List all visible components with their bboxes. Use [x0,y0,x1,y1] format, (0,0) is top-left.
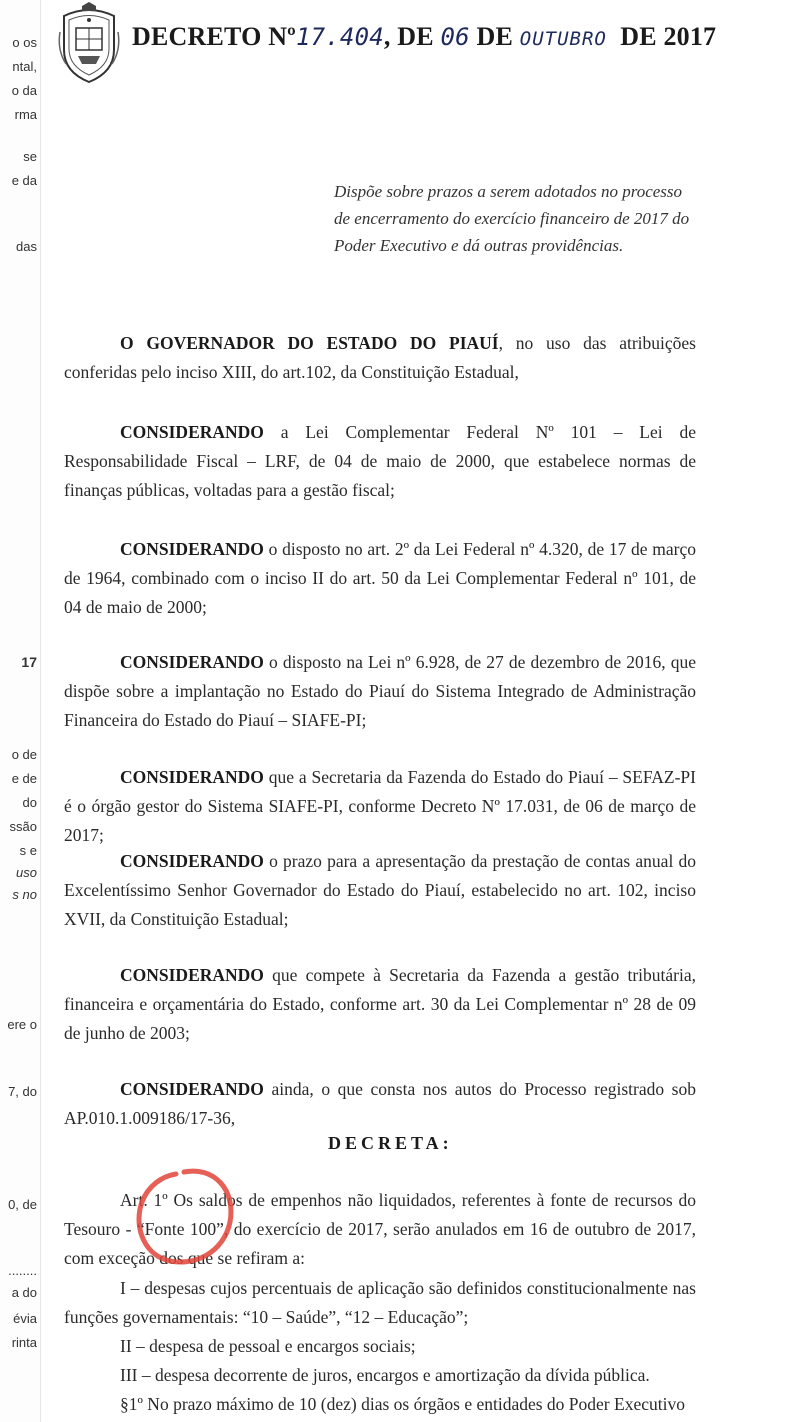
preamble-paragraph [64,329,696,387]
considerando-lead: CONSIDERANDO [120,767,264,787]
considerando-paragraph [64,535,696,622]
article-1-inciso-2: II – despesa de pessoal e encargos sociais; [120,1336,416,1356]
decree-header [56,0,786,90]
considerando-lead: CONSIDERANDO [120,652,264,672]
left-fragment: 0, de [8,1197,37,1212]
left-fragment: ere o [7,1017,37,1032]
handwritten-decree-number: 17.404 [295,23,384,51]
ementa-line: Poder Executivo e dá outras providências. [334,236,624,255]
left-fragment: e de [11,771,37,786]
preamble-authority: O GOVERNADOR DO ESTADO DO PIAUÍ [120,333,499,353]
left-cropped-column [0,0,41,1422]
red-circle-annotation-icon [128,1160,246,1278]
left-fragment: ........ [8,1263,37,1278]
considerando-paragraph [64,961,696,1048]
considerando-lead: CONSIDERANDO [120,965,264,985]
considerando-lead: CONSIDERANDO [120,539,264,559]
considerando-lead: CONSIDERANDO [120,422,264,442]
left-fragment: das [16,239,37,254]
left-fragment: se [23,149,37,164]
left-fragment: rinta [11,1335,37,1350]
considerando-paragraph [64,418,696,505]
left-fragment: a do [11,1285,37,1300]
considerando-text: que compete à Secretaria da Fazenda a gestão tributária, financeira e orçamentária do Estado, conforme art. 30 da Lei Complementar nº 28 de 09 de junho de 2003; [64,965,696,1043]
decreta-heading: DECRETA: [328,1133,453,1153]
title-sep-1: , DE [383,22,434,51]
state-coat-of-arms-icon [56,2,122,84]
left-fragment: rma [14,107,37,122]
considerando-lead: CONSIDERANDO [120,851,264,871]
considerando-text: o disposto na Lei nº 6.928, de 27 de dezembro de 2016, que dispõe sobre a implantação no Estado do Piauí do Sistema Integrado de Administração Financeira do Estado do Piauí – SIAFE-PI; [64,652,696,730]
considerando-paragraph [64,847,696,934]
left-fragment: s e [19,843,37,858]
left-fragment: ssão [9,819,37,834]
article-1: Art. 1º Os saldos de empenhos não liquidados, referentes à fonte de recursos do Tesouro - “Fonte 100”, do exercício de 2017, serão anulados em 16 de outubro de 2017, com exceção dos que se refiram a: [64,1190,696,1268]
article-1-inciso-1: I – despesas cujos percentuais de aplicação são definidos constitucionalmente nas funções governamentais: “10 – Saúde”, “12 – Educação”; [64,1278,696,1327]
title-year: DE 2017 [620,22,717,51]
left-fragment: o os [12,35,37,50]
ementa-line: Dispõe sobre prazos a serem adotados no processo [334,182,683,201]
article-1-paragraph-1: §1º No prazo máximo de 10 (dez) dias os órgãos e entidades do Poder Executivo [120,1394,685,1414]
ementa-line: de encerramento do exercício financeiro de 2017 do [334,209,690,228]
considerando-text: que a Secretaria da Fazenda do Estado do Piauí – SEFAZ-PI é o órgão gestor do Sistema SIAFE-PI, conforme Decreto Nº 17.031, de 06 de março de 2017; [64,767,696,845]
handwritten-month: OUTUBRO [519,28,607,50]
preamble-text: , no uso das atribuições conferidas pelo inciso XIII, do art.102, da Constituição Estadual, [64,333,696,382]
left-fragment: e da [11,173,37,188]
title-prefix: DECRETO Nº [132,22,296,51]
considerando-text: o prazo para a apresentação da prestação de contas anual do Excelentíssimo Senhor Governador do Estado do Piauí, estabelecido no art. 102, inciso XVII, da Constituição Estadual; [64,851,696,929]
left-fragment: o de [11,747,37,762]
article-1-inciso-3: III – despesa decorrente de juros, encargos e amortização da dívida pública. [120,1365,650,1385]
ementa [334,178,734,259]
left-fragment: uso [16,865,37,880]
considerando-paragraph [64,763,696,850]
left-fragment: 17 [21,654,37,670]
considerando-text: o disposto no art. 2º da Lei Federal nº 4.320, de 17 de março de 1964, combinado com o inciso II do art. 50 da Lei Complementar Federal nº 101, de 04 de maio de 2000; [64,539,696,617]
handwritten-day: 06 [440,23,470,51]
decree-title [132,22,716,52]
considerando-lead: CONSIDERANDO [120,1079,264,1099]
title-sep-2: DE [476,22,514,51]
left-fragment: do [22,795,37,810]
considerando-text: ainda, o que consta nos autos do Processo registrado sob AP.010.1.009186/17-36, [64,1079,696,1128]
considerando-paragraph [64,648,696,735]
considerando-paragraph [64,1075,696,1133]
left-fragment: o da [11,83,37,98]
left-fragment: évia [13,1311,37,1326]
left-fragment: s no [12,887,37,902]
left-fragment: 7, do [8,1084,37,1099]
considerando-text: a Lei Complementar Federal Nº 101 – Lei de Responsabilidade Fiscal – LRF, de 04 de maio de 2000, que estabelece normas de finanças públicas, voltadas para a gestão fiscal; [64,422,696,500]
left-fragment: ntal, [12,59,37,74]
